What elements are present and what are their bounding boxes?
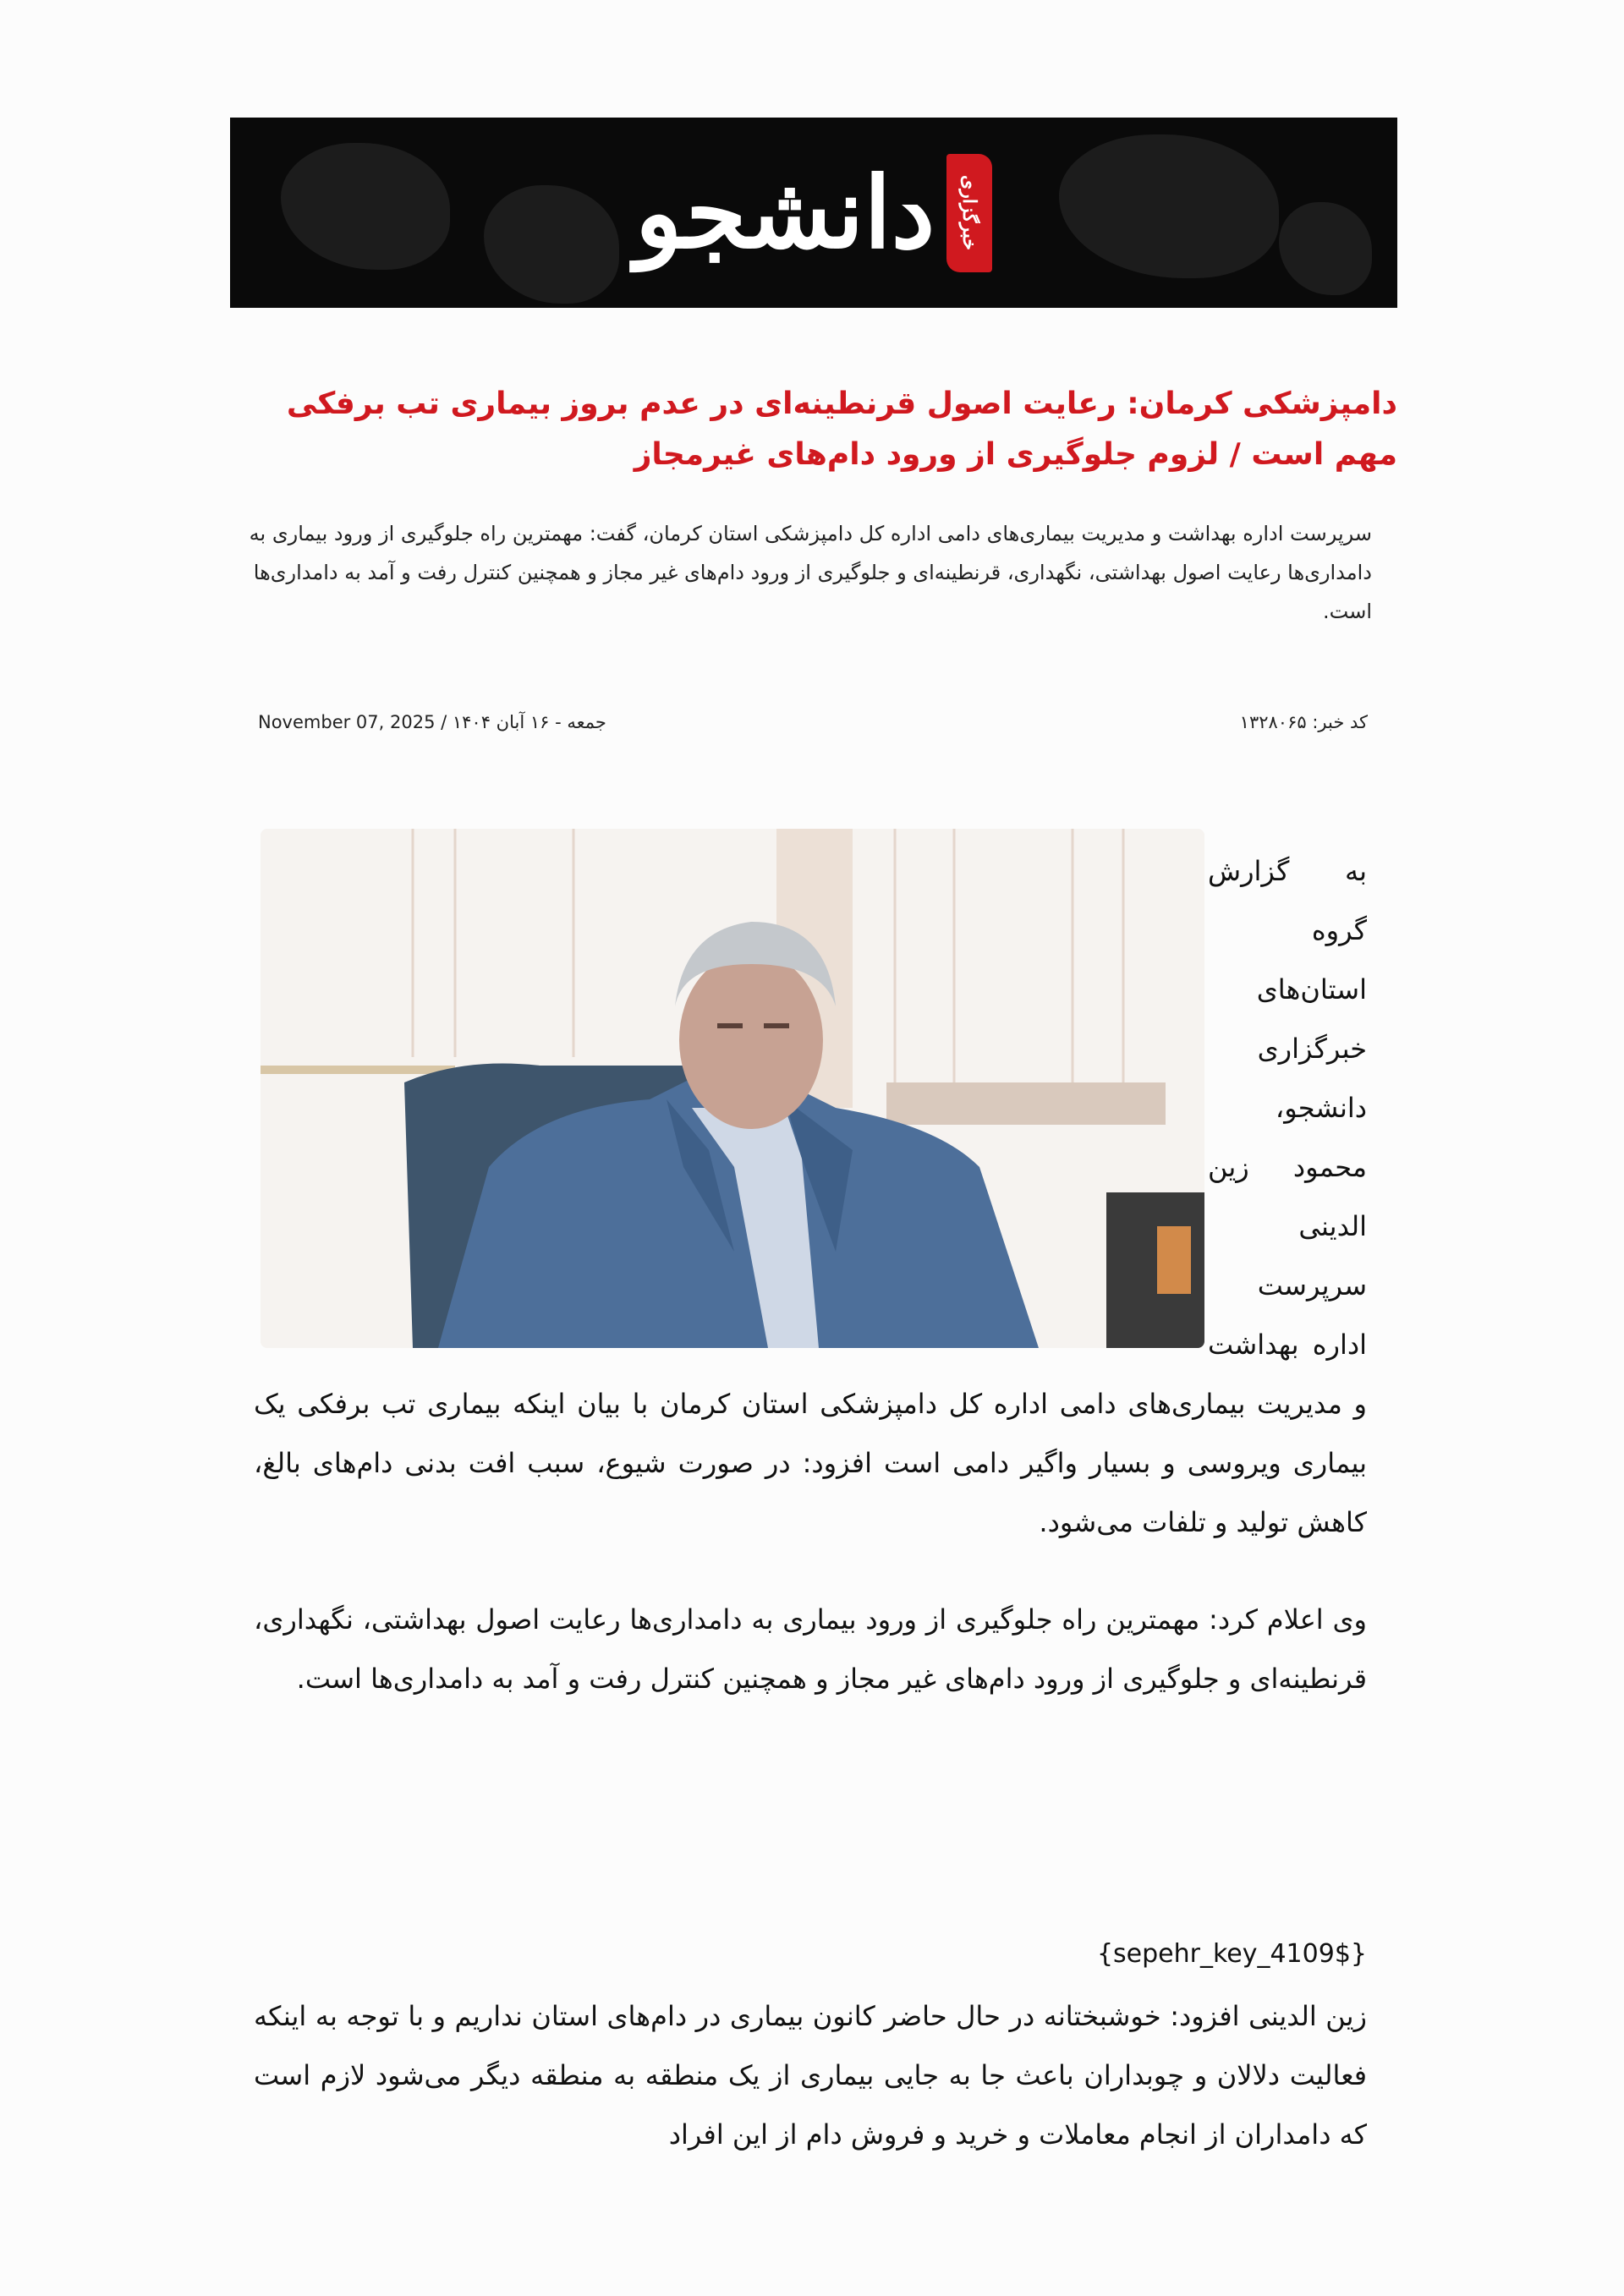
article-paragraph: زین الدینی افزود: خوشبختانه در حال حاضر کانون بیماری در دام‌های استان نداریم و با توجه به اینکه فعالیت دلالان و چوبداران باعث جا به جایی بیماری از یک منطقه به منطقه دیگر می‌شود لازم است که دامداران از انجام معاملات و خرید و فروش دام از این افراد <box>254 2000 1367 2151</box>
article-paragraph <box>254 841 1367 1552</box>
paragraph-text: به گزارش گروه استان‌های خبرگزاری دانشجو، محمود زین الدینی سرپرست اداره بهداشت و مدیریت بیماری‌های دامی اداره کل دامپزشکی استان کرمان با بیان اینکه بیماری تب برفکی یک بیماری ویروسی و بسیار واگیر دامی است افزود: در صورت شیوع، سبب افت بدنی دام‌های بالغ، کاهش تولید و تلفات می‌شود. <box>254 855 1367 1538</box>
article-headline: دامپزشکی کرمان: رعایت اصول قرنطینه‌ای در عدم بروز بیماری تب برفکی مهم است / لزوم جلوگیری از ورود دام‌های غیرمجاز <box>286 386 1397 472</box>
logo-text: دانشجو <box>634 155 935 271</box>
article-paragraph: وی اعلام کرد: مهمترین راه جلوگیری از ورود بیماری به دامداری‌ها رعایت اصول بهداشتی، نگهداری، قرنطینه‌ای و جلوگیری از ورود دام‌های غیر مجاز و همچنین کنترل رفت و آمد به دامداری‌ها است. <box>254 1603 1367 1695</box>
article-meta <box>258 712 1368 732</box>
header-banner <box>230 118 1397 308</box>
news-code: کد خبر: ۱۳۲۸۰۶۵ <box>1239 712 1368 732</box>
logo-badge: خبرگزاری <box>946 154 992 272</box>
key-text: {sepehr_key_4109$} <box>1096 1939 1367 1969</box>
site-logo[interactable] <box>230 118 1397 308</box>
publish-date: جمعه - ۱۶ آبان ۱۴۰۴ / November 07, 2025 <box>258 712 606 732</box>
photo-spacer <box>254 841 1208 1369</box>
article-lead: سرپرست اداره بهداشت و مدیریت بیماری‌های دامی اداره کل دامپزشکی استان کرمان، گفت: مهمترین راه جلوگیری از ورود بیماری به دامداری‌ها رعایت اصول بهداشتی، نگهداری، قرنطینه‌ای و جلوگیری از ورود دام‌های غیر مجاز و همچنین کنترل رفت و آمد به دامداری‌ها است. <box>249 522 1372 623</box>
